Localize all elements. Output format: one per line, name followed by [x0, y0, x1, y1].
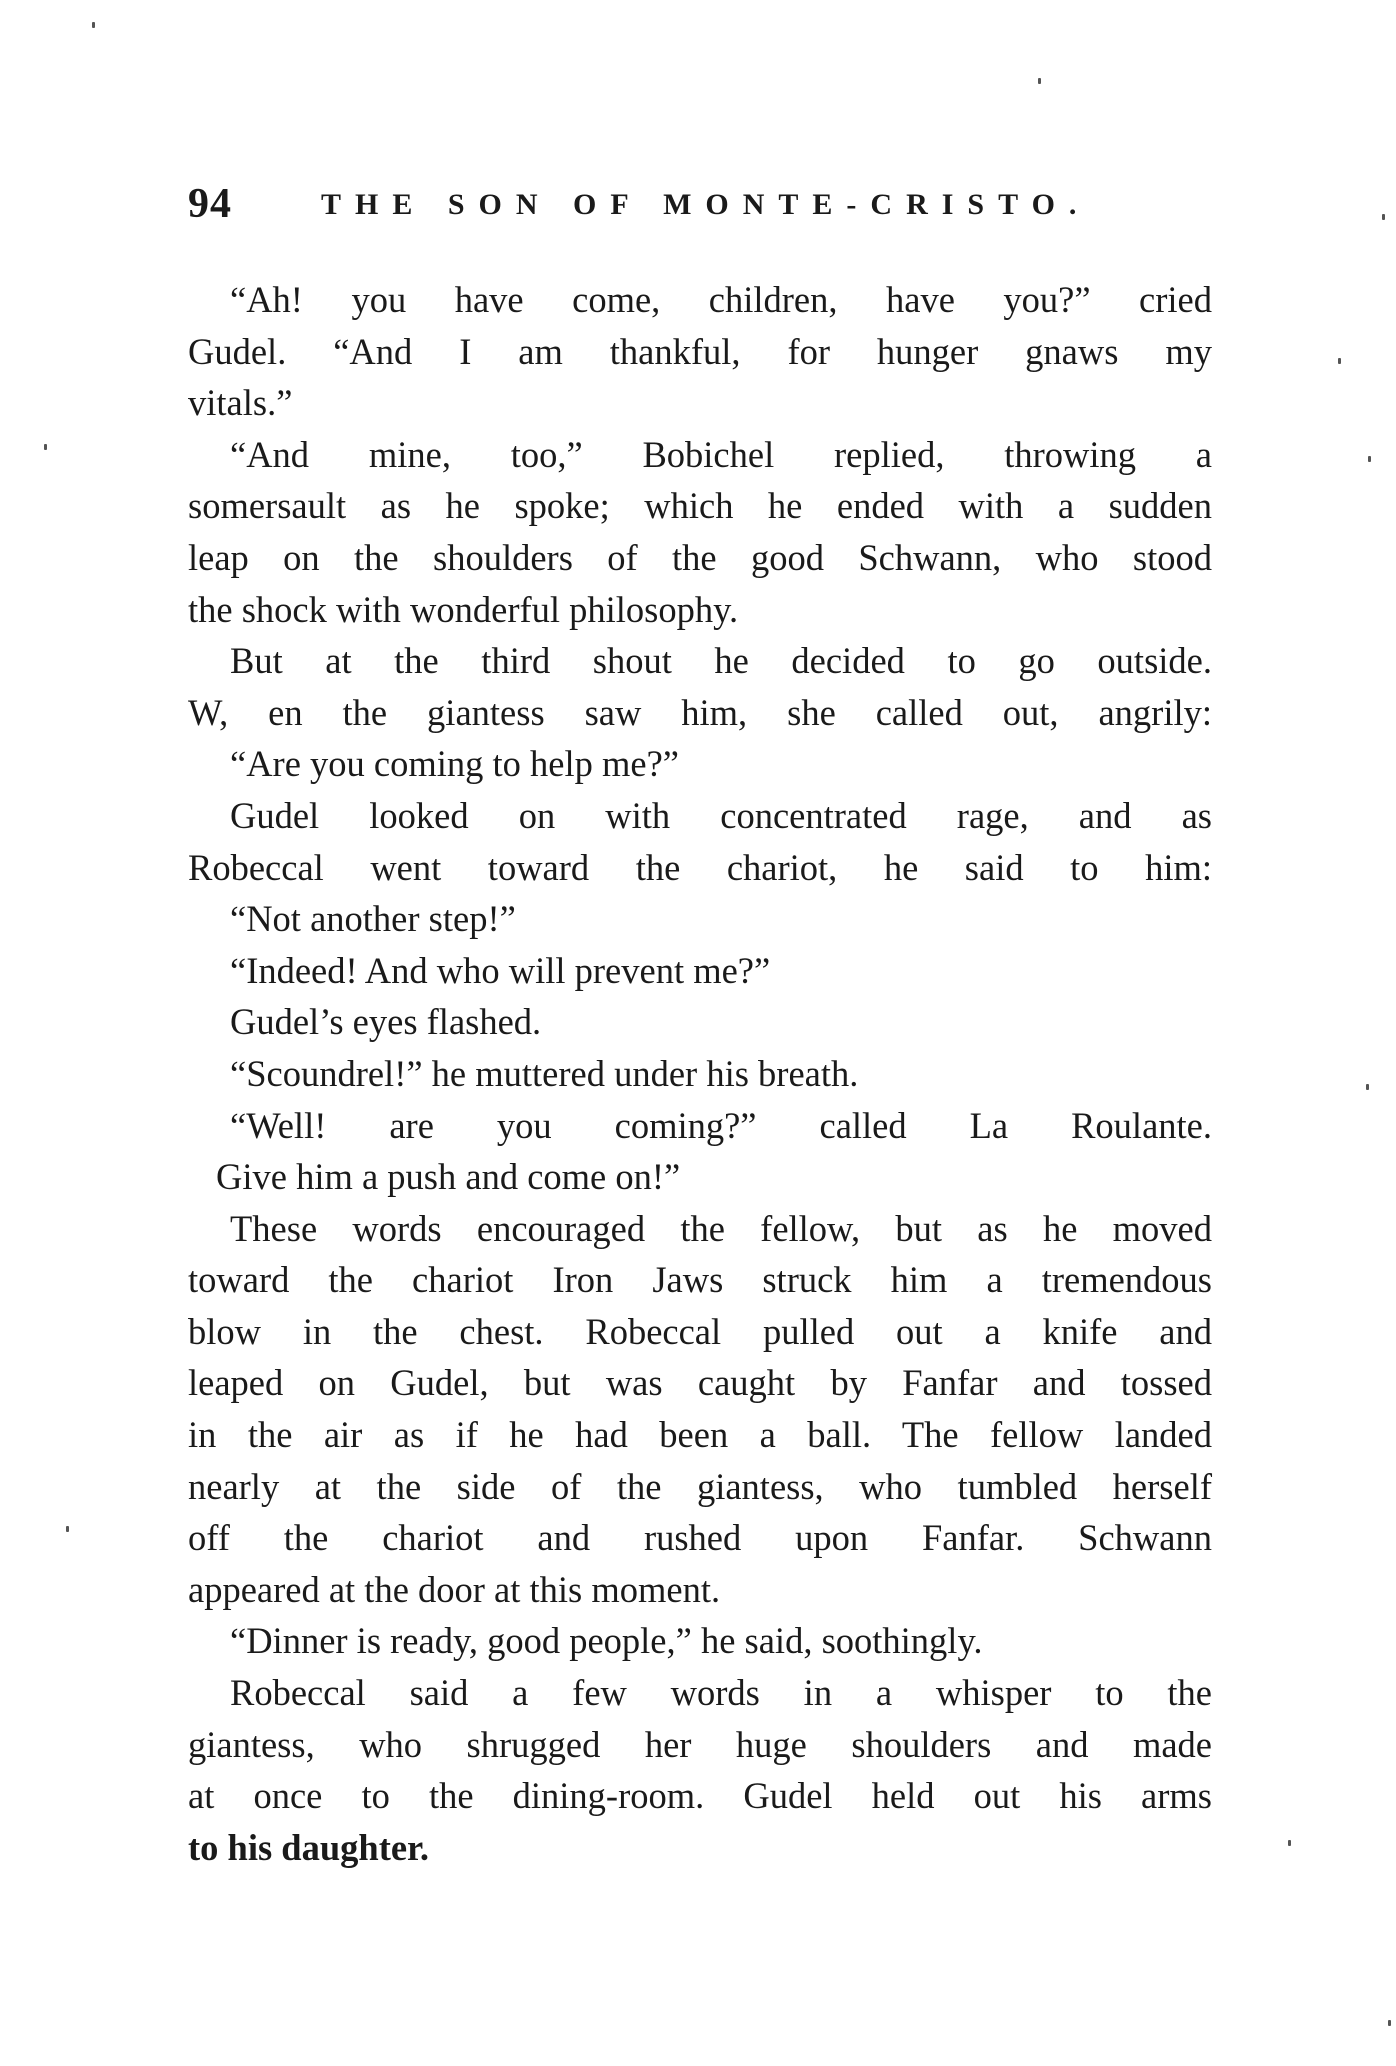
- text-line: But at the third shout he decided to go outside.: [230, 640, 1212, 682]
- text-line: Gudel’s eyes flashed.: [230, 1001, 542, 1043]
- text-line: vitals.”: [188, 382, 293, 424]
- text-line: These words encouraged the fellow, but as he moved: [230, 1207, 1212, 1249]
- scan-speck: [1338, 358, 1341, 364]
- text-line: W, en the giantess saw him, she called out, angrily:: [188, 691, 1212, 733]
- text-line: Gudel. “And I am thankful, for hunger gnaws my: [188, 330, 1212, 372]
- running-title: THE SON OF MONTE-CRISTO.: [321, 188, 1091, 221]
- text-line: appeared at the door at this moment.: [188, 1568, 721, 1610]
- scan-speck: [44, 444, 47, 450]
- text-line: giantess, who shrugged her huge shoulders and made: [188, 1723, 1212, 1765]
- text-line: somersault as he spoke; which he ended with a sudden: [188, 485, 1212, 527]
- text-line: “Scoundrel!” he muttered under his breath.: [230, 1052, 859, 1094]
- scan-speck: [1288, 1840, 1291, 1846]
- text-line: to his daughter.: [188, 1826, 430, 1868]
- text-line: “Well! are you coming?” called La Roulante.: [230, 1104, 1212, 1146]
- scan-speck: [1388, 2020, 1391, 2026]
- text-line: “Dinner is ready, good people,” he said, soothingly.: [230, 1620, 983, 1662]
- text-line: in the air as if he had been a ball. The fellow landed: [188, 1414, 1212, 1456]
- text-line: nearly at the side of the giantess, who tumbled herself: [188, 1465, 1212, 1507]
- text-line: off the chariot and rushed upon Fanfar. Schwann: [188, 1517, 1212, 1559]
- text-line: toward the chariot Iron Jaws struck him a tremendous: [188, 1259, 1212, 1301]
- scan-speck: [92, 22, 95, 28]
- text-line: “Are you coming to help me?”: [230, 743, 679, 785]
- body-text: [188, 274, 1212, 1873]
- text-line: “Ah! you have come, children, have you?” cried: [230, 279, 1212, 320]
- text-line: Robeccal said a few words in a whisper to the: [230, 1672, 1212, 1714]
- text-line: Gudel looked on with concentrated rage, and as: [230, 794, 1212, 836]
- text-line: leaped on Gudel, but was caught by Fanfar and tossed: [188, 1362, 1212, 1404]
- text-line: Give him a push and come on!”: [216, 1156, 681, 1198]
- text-line: “Indeed! And who will prevent me?”: [230, 949, 771, 991]
- page-number: 94: [188, 181, 232, 227]
- scan-speck: [1366, 1084, 1369, 1090]
- scan-speck: [1382, 214, 1385, 220]
- text-line: “Not another step!”: [230, 898, 516, 940]
- text-line: “And mine, too,” Bobichel replied, throwing a: [230, 433, 1212, 475]
- text-line: at once to the dining-room. Gudel held out his arms: [188, 1775, 1212, 1817]
- scan-speck: [66, 1526, 69, 1532]
- text-line: leap on the shoulders of the good Schwann, who stood: [188, 536, 1212, 578]
- scan-speck: [1368, 456, 1371, 462]
- text-line: the shock with wonderful philosophy.: [188, 588, 739, 630]
- page-header: [188, 180, 1218, 240]
- scan-speck: [1038, 78, 1041, 84]
- text-line: blow in the chest. Robeccal pulled out a knife and: [188, 1310, 1212, 1352]
- text-line: Robeccal went toward the chariot, he said to him:: [188, 846, 1212, 888]
